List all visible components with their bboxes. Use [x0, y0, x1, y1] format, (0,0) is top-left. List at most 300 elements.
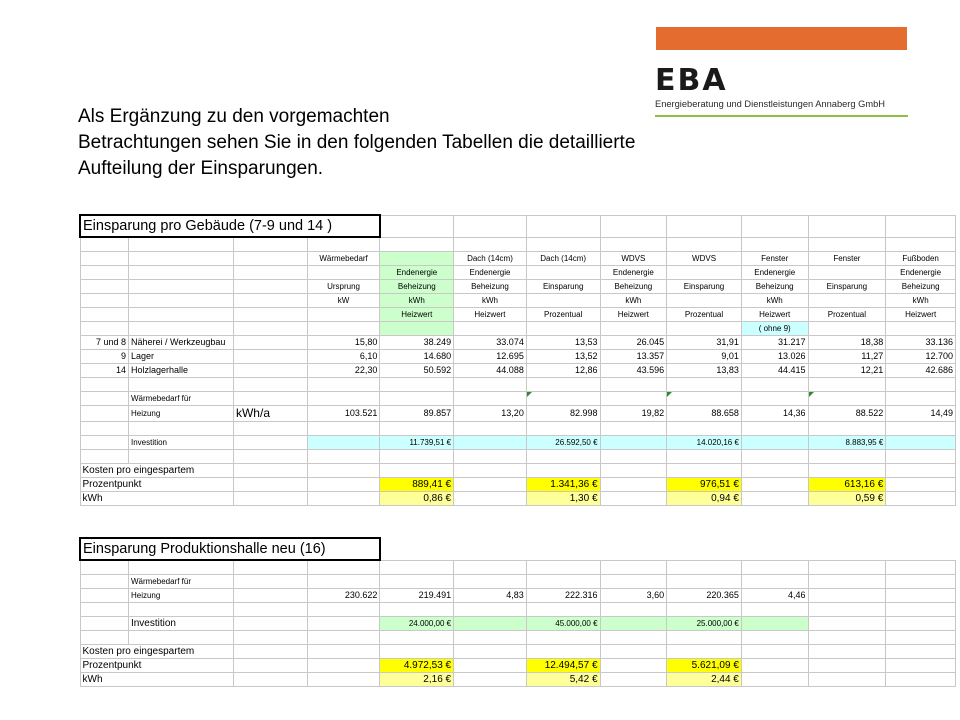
grid-cell — [454, 436, 527, 450]
value-cell: 38.249 — [380, 336, 454, 350]
grid-cell — [526, 464, 600, 478]
value-cell: 13,53 — [526, 336, 600, 350]
kosten-row — [80, 464, 956, 478]
grid-cell — [80, 436, 128, 450]
grid-cell — [741, 560, 808, 575]
grid-cell — [307, 322, 380, 336]
prozentpunkt-label: Prozentpunkt — [80, 659, 233, 673]
note-row — [80, 322, 956, 336]
grid-cell — [380, 378, 454, 392]
heating-unit: kWh/a — [233, 406, 307, 422]
header-cell — [808, 294, 886, 308]
grid-cell — [307, 645, 380, 659]
grid-cell — [380, 450, 454, 464]
building-nr: 7 und 8 — [80, 336, 128, 350]
header-cell: Heizwert — [741, 308, 808, 322]
grid-cell — [808, 464, 886, 478]
kwh-row — [80, 492, 956, 506]
grid-cell — [886, 237, 956, 252]
grid-cell — [808, 422, 886, 436]
value-cell: 222.316 — [526, 589, 600, 603]
grid-cell — [526, 322, 600, 336]
prozentpunkt-row — [80, 659, 956, 673]
grid-cell — [808, 322, 886, 336]
grid-cell — [307, 631, 380, 645]
investition-value: 25.000,00 € — [667, 617, 742, 631]
grid-cell — [526, 237, 600, 252]
grid-cell — [600, 575, 667, 589]
header-cell: Heizwert — [380, 308, 454, 322]
grid-cell — [233, 392, 307, 406]
value-cell: 19,82 — [600, 406, 667, 422]
header-cell: Prozentual — [526, 308, 600, 322]
cost-per-kwh: 0,59 € — [808, 492, 886, 506]
investition-label: Investition — [128, 436, 233, 450]
value-cell: 12.700 — [886, 350, 956, 364]
grid-cell — [380, 603, 454, 617]
investition-row — [80, 617, 956, 631]
grid-cell — [886, 392, 956, 406]
investition-value: 8.883,95 € — [808, 436, 886, 450]
grid-cell — [454, 237, 527, 252]
header-cell — [667, 266, 742, 280]
grid-cell — [233, 252, 307, 266]
grid-cell — [233, 422, 307, 436]
header-cell: kWh — [380, 294, 454, 308]
grid-cell — [233, 378, 307, 392]
grid-cell — [380, 575, 454, 589]
value-cell: 82.998 — [526, 406, 600, 422]
header-cell — [307, 266, 380, 280]
grid-cell — [80, 252, 128, 266]
grid-cell — [886, 422, 956, 436]
kwh-label: kWh — [80, 492, 233, 506]
header-cell: Heizwert — [600, 308, 667, 322]
grid-cell — [80, 631, 128, 645]
grid-cell — [600, 464, 667, 478]
grid-cell — [233, 237, 307, 252]
kosten-label: Kosten pro eingespartem — [80, 464, 233, 478]
grid-cell — [307, 436, 380, 450]
header-cell: kWh — [454, 294, 527, 308]
header-row — [80, 280, 956, 294]
grid-cell — [600, 560, 667, 575]
investition-label: Investition — [128, 617, 233, 631]
value-cell: 14.680 — [380, 350, 454, 364]
grid-cell — [128, 237, 233, 252]
header-cell — [380, 252, 454, 266]
value-cell: 44.088 — [454, 364, 527, 378]
value-cell: 6,10 — [307, 350, 380, 364]
grid-cell — [307, 237, 380, 252]
cost-per-point: 613,16 € — [808, 478, 886, 492]
grid-cell — [526, 645, 600, 659]
grid-cell — [380, 560, 454, 575]
value-cell: 220.365 — [667, 589, 742, 603]
value-cell: 13,83 — [667, 364, 742, 378]
grid-cell — [380, 631, 454, 645]
grid-cell — [667, 631, 742, 645]
header-cell: kWh — [600, 294, 667, 308]
grid-cell — [80, 266, 128, 280]
investition-value: 26.592,50 € — [526, 436, 600, 450]
grid-cell — [307, 422, 380, 436]
grid-cell — [526, 631, 600, 645]
grid-cell — [307, 464, 380, 478]
grid-cell — [808, 560, 886, 575]
header-cell: Dach (14cm) — [454, 252, 527, 266]
cost-per-kwh: 0,94 € — [667, 492, 742, 506]
header-cell: Einsparung — [526, 280, 600, 294]
grid-cell — [886, 478, 956, 492]
value-cell: 219.491 — [380, 589, 454, 603]
heating-label: Wärmebedarf für — [128, 575, 233, 589]
heating-row-1 — [80, 392, 956, 406]
value-cell: 4,83 — [454, 589, 527, 603]
grid-cell — [80, 280, 128, 294]
grid-cell — [128, 294, 233, 308]
grid-cell — [808, 589, 886, 603]
spacer-row — [80, 378, 956, 392]
grid-cell — [233, 659, 307, 673]
grid-cell — [667, 560, 742, 575]
grid-cell — [526, 560, 600, 575]
grid-cell — [886, 631, 956, 645]
grid-cell — [667, 575, 742, 589]
grid-cell — [80, 603, 128, 617]
grid-cell — [600, 378, 667, 392]
header-cell: Endenergie — [741, 266, 808, 280]
grid-cell — [128, 280, 233, 294]
grid-cell — [667, 450, 742, 464]
grid-cell — [128, 603, 233, 617]
header-cell: Heizwert — [886, 308, 956, 322]
grid-cell — [307, 560, 380, 575]
header-cell: Beheizung — [886, 280, 956, 294]
cost-per-point: 12.494,57 € — [526, 659, 600, 673]
value-cell: 33.074 — [454, 336, 527, 350]
prozentpunkt-row — [80, 478, 956, 492]
grid-cell — [886, 560, 956, 575]
grid-cell — [808, 378, 886, 392]
grid-cell — [80, 378, 128, 392]
header-cell — [307, 308, 380, 322]
grid-cell — [128, 560, 233, 575]
grid-cell — [741, 492, 808, 506]
grid-cell — [741, 575, 808, 589]
note-marker-icon — [667, 392, 742, 406]
kosten-row — [80, 645, 956, 659]
grid-cell — [454, 422, 527, 436]
cost-per-kwh: 0,86 € — [380, 492, 454, 506]
value-cell: 44.415 — [741, 364, 808, 378]
grid-cell — [233, 645, 307, 659]
cost-per-kwh: 1,30 € — [526, 492, 600, 506]
grid-cell — [307, 392, 380, 406]
header-cell: kWh — [741, 294, 808, 308]
grid-cell — [808, 631, 886, 645]
investition-row — [80, 436, 956, 450]
kwh-label: kWh — [80, 673, 233, 687]
value-cell: 12.695 — [454, 350, 527, 364]
header-cell: Prozentual — [808, 308, 886, 322]
heating-label: Heizung — [128, 406, 233, 422]
cost-per-kwh: 2,16 € — [380, 673, 454, 687]
grid-cell — [80, 450, 128, 464]
value-cell: 14,49 — [886, 406, 956, 422]
table-row — [80, 364, 956, 378]
table-title: Einsparung pro Gebäude (7-9 und 14 ) — [80, 215, 380, 237]
grid-cell — [233, 266, 307, 280]
grid-cell — [886, 322, 956, 336]
grid-cell — [128, 308, 233, 322]
grid-cell — [307, 492, 380, 506]
grid-cell — [233, 294, 307, 308]
grid-cell — [233, 308, 307, 322]
cost-per-point: 976,51 € — [667, 478, 742, 492]
header-cell — [808, 266, 886, 280]
grid-cell — [600, 422, 667, 436]
value-cell: 11,27 — [808, 350, 886, 364]
grid-cell — [380, 422, 454, 436]
header-cell: Beheizung — [600, 280, 667, 294]
investition-value: 24.000,00 € — [380, 617, 454, 631]
heating-label: Heizung — [128, 589, 233, 603]
header-cell: Endenergie — [600, 266, 667, 280]
grid-cell — [454, 645, 527, 659]
grid-cell — [233, 364, 307, 378]
value-cell: 13.026 — [741, 350, 808, 364]
grid-cell — [741, 378, 808, 392]
grid-cell — [380, 322, 454, 336]
grid-cell — [307, 575, 380, 589]
header-cell: Beheizung — [454, 280, 527, 294]
value-cell: 89.857 — [380, 406, 454, 422]
header-cell: Endenergie — [454, 266, 527, 280]
header-cell: Einsparung — [667, 280, 742, 294]
heating-row-2 — [80, 406, 956, 422]
grid-cell — [454, 617, 527, 631]
grid-cell — [454, 659, 527, 673]
grid-cell — [741, 617, 808, 631]
grid-cell — [808, 237, 886, 252]
value-cell: 9,01 — [667, 350, 742, 364]
header-cell: Wärmebedarf — [307, 252, 380, 266]
grid-cell — [886, 589, 956, 603]
cost-per-kwh: 2,44 € — [667, 673, 742, 687]
grid-cell — [600, 659, 667, 673]
grid-cell — [80, 294, 128, 308]
logo-text: EBA — [655, 63, 728, 98]
grid-cell — [808, 659, 886, 673]
spacer-row — [80, 560, 956, 575]
grid-cell — [526, 422, 600, 436]
grid-cell — [233, 617, 307, 631]
building-nr: 9 — [80, 350, 128, 364]
header-cell: kWh — [886, 294, 956, 308]
heating-row-1 — [80, 575, 956, 589]
grid-cell — [233, 336, 307, 350]
header-row — [80, 266, 956, 280]
building-name: Lager — [128, 350, 233, 364]
grid-cell — [80, 560, 128, 575]
grid-cell — [808, 603, 886, 617]
grid-cell — [600, 478, 667, 492]
grid-cell — [808, 617, 886, 631]
value-cell: 230.622 — [307, 589, 380, 603]
table-title: Einsparung Produktionshalle neu (16) — [80, 538, 380, 560]
value-cell: 31.217 — [741, 336, 808, 350]
value-cell: 13.357 — [600, 350, 667, 364]
grid-cell — [600, 450, 667, 464]
spacer-row — [80, 237, 956, 252]
grid-cell — [233, 589, 307, 603]
header-cell: WDVS — [600, 252, 667, 266]
table-row — [80, 350, 956, 364]
grid-cell — [80, 617, 128, 631]
grid-cell — [128, 322, 233, 336]
header-cell: Prozentual — [667, 308, 742, 322]
grid-cell — [600, 436, 667, 450]
value-cell: 88.658 — [667, 406, 742, 422]
grid-cell — [600, 617, 667, 631]
grid-cell — [454, 322, 527, 336]
header-row — [80, 308, 956, 322]
grid-cell — [667, 422, 742, 436]
grid-cell — [80, 406, 128, 422]
grid-cell — [886, 436, 956, 450]
value-cell: 22,30 — [307, 364, 380, 378]
grid-cell — [526, 378, 600, 392]
spacer-row — [80, 603, 956, 617]
spacer-row — [80, 631, 956, 645]
grid-cell — [886, 673, 956, 687]
grid-cell — [741, 392, 808, 406]
grid-cell — [454, 560, 527, 575]
grid-cell — [307, 478, 380, 492]
grid-cell — [233, 575, 307, 589]
grid-cell — [808, 450, 886, 464]
cost-per-point: 889,41 € — [380, 478, 454, 492]
grid-cell — [233, 350, 307, 364]
grid-cell — [886, 617, 956, 631]
value-cell: 15,80 — [307, 336, 380, 350]
accent-bar — [656, 27, 907, 50]
grid-cell — [80, 392, 128, 406]
grid-cell — [233, 464, 307, 478]
production-hall-table — [79, 537, 956, 687]
header-cell: Endenergie — [380, 266, 454, 280]
grid-cell — [233, 478, 307, 492]
grid-cell — [526, 603, 600, 617]
grid-cell — [307, 617, 380, 631]
heating-row-2 — [80, 589, 956, 603]
header-cell — [667, 294, 742, 308]
grid-cell — [808, 575, 886, 589]
grid-cell — [667, 464, 742, 478]
grid-cell — [454, 603, 527, 617]
note-marker-icon — [526, 392, 600, 406]
grid-cell — [380, 464, 454, 478]
grid-cell — [526, 450, 600, 464]
grid-cell — [526, 575, 600, 589]
grid-cell — [886, 575, 956, 589]
grid-cell — [233, 450, 307, 464]
grid-cell — [741, 450, 808, 464]
grid-cell — [886, 378, 956, 392]
grid-cell — [454, 631, 527, 645]
value-cell: 43.596 — [600, 364, 667, 378]
grid-cell — [128, 266, 233, 280]
grid-cell — [741, 645, 808, 659]
grid-cell — [307, 378, 380, 392]
grid-cell — [667, 645, 742, 659]
header-cell: Fenster — [808, 252, 886, 266]
spacer-row — [80, 450, 956, 464]
grid-cell — [233, 673, 307, 687]
intro-line-3: Aufteilung der Einsparungen. — [78, 158, 324, 179]
grid-cell — [380, 237, 454, 252]
grid-cell — [741, 436, 808, 450]
grid-cell — [128, 378, 233, 392]
grid-cell — [600, 603, 667, 617]
cost-per-kwh: 5,42 € — [526, 673, 600, 687]
grid-cell — [741, 478, 808, 492]
value-cell: 50.592 — [380, 364, 454, 378]
header-cell: Einsparung — [808, 280, 886, 294]
value-cell: 12,86 — [526, 364, 600, 378]
prozentpunkt-label: Prozentpunkt — [80, 478, 233, 492]
grid-cell — [808, 645, 886, 659]
value-cell: 18,38 — [808, 336, 886, 350]
value-cell: 42.686 — [886, 364, 956, 378]
value-cell: 3,60 — [600, 589, 667, 603]
grid-cell — [307, 659, 380, 673]
grid-cell — [886, 645, 956, 659]
grid-cell — [600, 492, 667, 506]
grid-cell — [741, 464, 808, 478]
grid-cell — [667, 603, 742, 617]
grid-cell — [380, 392, 454, 406]
grid-cell — [600, 237, 667, 252]
kwh-row — [80, 673, 956, 687]
grid-cell — [741, 659, 808, 673]
grid-cell — [128, 450, 233, 464]
table-row — [80, 336, 956, 350]
value-cell: 14,36 — [741, 406, 808, 422]
grid-cell — [741, 422, 808, 436]
value-cell: 88.522 — [808, 406, 886, 422]
grid-cell — [454, 673, 527, 687]
building-nr: 14 — [80, 364, 128, 378]
grid-cell — [233, 631, 307, 645]
cost-per-point: 4.972,53 € — [380, 659, 454, 673]
grid-cell — [667, 322, 742, 336]
grid-cell — [886, 450, 956, 464]
header-cell: Beheizung — [380, 280, 454, 294]
grid-cell — [307, 673, 380, 687]
grid-cell — [886, 603, 956, 617]
logo-subtitle: Energieberatung und Dienstleistungen Annaberg GmbH — [655, 99, 885, 109]
value-cell: 13,20 — [454, 406, 527, 422]
grid-cell — [808, 673, 886, 687]
grid-cell — [80, 322, 128, 336]
grid-cell — [667, 237, 742, 252]
grid-cell — [886, 659, 956, 673]
header-cell: Heizwert — [454, 308, 527, 322]
header-cell: Fenster — [741, 252, 808, 266]
investition-value: 45.000,00 € — [526, 617, 600, 631]
